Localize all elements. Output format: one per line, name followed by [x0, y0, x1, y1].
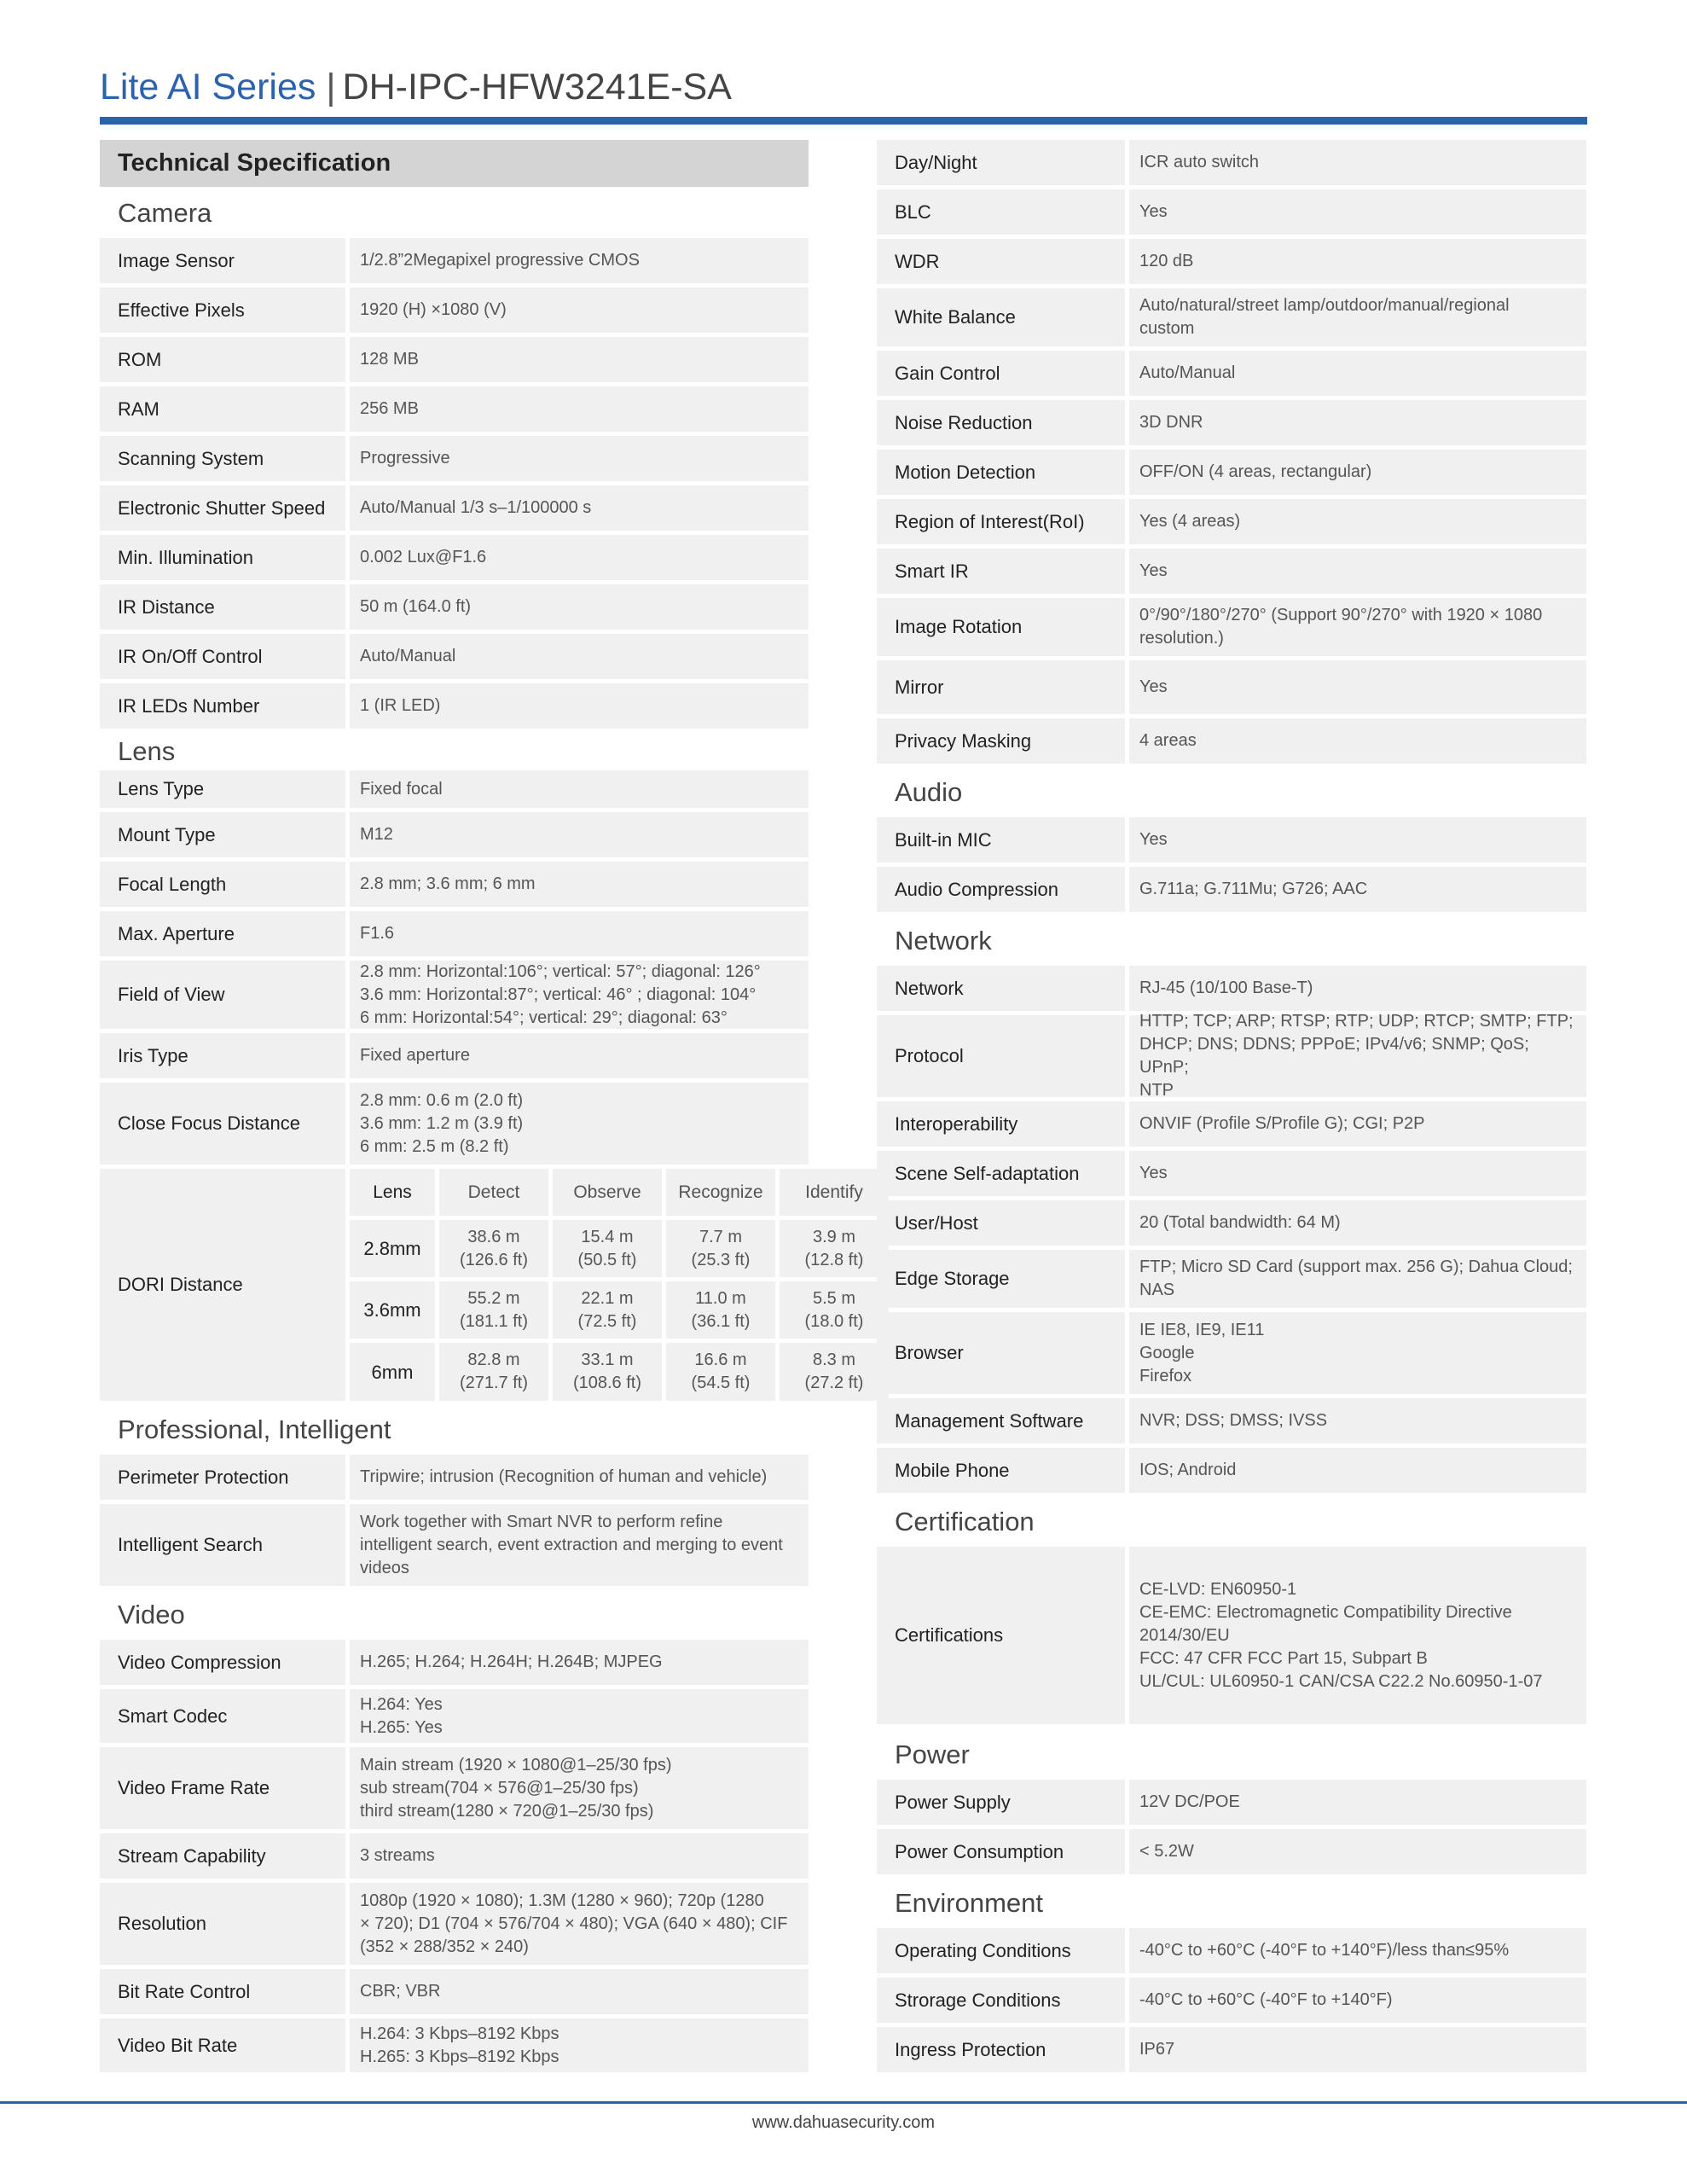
dori-distance-label: DORI Distance	[100, 1169, 345, 1401]
spec-label: Lens Type	[100, 770, 345, 808]
spec-value: Progressive	[350, 436, 809, 481]
video-spec-table	[100, 1640, 809, 2072]
spec-row	[877, 1312, 1586, 1394]
spec-label: Video Compression	[100, 1640, 345, 1685]
spec-row	[100, 1747, 809, 1829]
spec-value: Fixed focal	[350, 770, 809, 808]
dori-lens-cell: 3.6mm	[350, 1281, 435, 1339]
spec-label: Interoperability	[877, 1101, 1125, 1147]
spec-row	[877, 400, 1586, 445]
spec-value: CBR; VBR	[350, 1969, 809, 2014]
spec-row	[877, 549, 1586, 594]
spec-label: Bit Rate Control	[100, 1969, 345, 2014]
spec-value: Auto/Manual 1/3 s–1/100000 s	[350, 485, 809, 531]
dori-identify-cell: 3.9 m (12.8 ft)	[780, 1220, 889, 1277]
spec-value: 1/2.8”2Megapixel progressive CMOS	[350, 238, 809, 283]
spec-value: H.264: 3 Kbps–8192 Kbps H.265: 3 Kbps–8192 Kbps	[350, 2018, 809, 2072]
certification-spec-table	[877, 1547, 1586, 1724]
spec-value: H.264: Yes H.265: Yes	[350, 1689, 809, 1743]
spec-value: Yes (4 areas)	[1129, 499, 1586, 544]
spec-label: Video Frame Rate	[100, 1747, 345, 1829]
spec-value: Auto/Manual	[1129, 351, 1586, 396]
dori-header-identify: Identify	[780, 1169, 889, 1216]
spec-row	[100, 1033, 809, 1078]
spec-value: 120 dB	[1129, 239, 1586, 284]
spec-label: Operating Conditions	[877, 1928, 1125, 1973]
spec-row	[100, 1640, 809, 1685]
spec-value: ONVIF (Profile S/Profile G); CGI; P2P	[1129, 1101, 1586, 1147]
spec-value: RJ-45 (10/100 Base-T)	[1129, 966, 1586, 1011]
spec-label: BLC	[877, 189, 1125, 235]
camera-spec-table	[100, 238, 809, 729]
spec-row	[877, 718, 1586, 764]
dori-detect-cell: 55.2 m (181.1 ft)	[439, 1281, 548, 1339]
spec-row	[100, 485, 809, 531]
model-name: DH-IPC-HFW3241E-SA	[342, 66, 732, 107]
spec-label: Smart IR	[877, 549, 1125, 594]
spec-row	[877, 351, 1586, 396]
spec-value: 2.8 mm: 0.6 m (2.0 ft) 3.6 mm: 1.2 m (3.9 ft) 6 mm: 2.5 m (8.2 ft)	[350, 1083, 809, 1165]
spec-label: User/Host	[877, 1200, 1125, 1246]
spec-value: 0°/90°/180°/270° (Support 90°/270° with 1920 × 1080 resolution.)	[1129, 598, 1586, 656]
spec-row	[100, 1883, 809, 1965]
spec-label: Intelligent Search	[100, 1504, 345, 1586]
spec-row	[877, 140, 1586, 185]
spec-row	[877, 288, 1586, 346]
dori-recognize-cell: 11.0 m (36.1 ft)	[666, 1281, 775, 1339]
spec-row	[877, 1200, 1586, 1246]
spec-value: 3D DNR	[1129, 400, 1586, 445]
spec-row	[877, 1448, 1586, 1493]
spec-label: Power Consumption	[877, 1829, 1125, 1874]
spec-row	[877, 966, 1586, 1011]
spec-row	[877, 1250, 1586, 1308]
spec-value: Tripwire; intrusion (Recognition of human and vehicle)	[350, 1455, 809, 1500]
dori-distance-table	[100, 1169, 864, 1401]
section-heading-certification: Certification	[895, 1507, 1035, 1536]
section-heading-camera: Camera	[118, 198, 212, 228]
spec-value: F1.6	[350, 911, 809, 956]
section-heading-environment: Environment	[895, 1888, 1044, 1918]
dori-observe-cell: 22.1 m (72.5 ft)	[553, 1281, 662, 1339]
section-heading-professional: Professional, Intelligent	[118, 1414, 391, 1444]
spec-value: Yes	[1129, 189, 1586, 235]
spec-label: Mobile Phone	[877, 1448, 1125, 1493]
spec-row	[100, 1455, 809, 1500]
spec-value: 256 MB	[350, 386, 809, 432]
spec-label: Min. Illumination	[100, 535, 345, 580]
spec-label: WDR	[877, 239, 1125, 284]
spec-row	[877, 660, 1586, 714]
spec-label: Mirror	[877, 660, 1125, 714]
spec-row	[877, 1398, 1586, 1443]
dori-header-lens: Lens	[350, 1169, 435, 1216]
left-column	[100, 140, 864, 2077]
dori-observe-cell: 33.1 m (108.6 ft)	[553, 1343, 662, 1401]
professional-spec-table	[100, 1455, 809, 1586]
spec-label: IR On/Off Control	[100, 634, 345, 679]
spec-value: IP67	[1129, 2027, 1586, 2072]
spec-row	[100, 337, 809, 382]
dori-detect-cell: 38.6 m (126.6 ft)	[439, 1220, 548, 1277]
spec-value: < 5.2W	[1129, 1829, 1586, 1874]
footer-url: www.dahuasecurity.com	[751, 2113, 936, 2132]
spec-label: Effective Pixels	[100, 288, 345, 333]
spec-label: Network	[877, 966, 1125, 1011]
spec-row	[877, 2027, 1586, 2072]
spec-label: Iris Type	[100, 1033, 345, 1078]
spec-label: Scene Self-adaptation	[877, 1151, 1125, 1196]
spec-value: FTP; Micro SD Card (support max. 256 G); Dahua Cloud; NAS	[1129, 1250, 1586, 1308]
spec-label: Gain Control	[877, 351, 1125, 396]
spec-value: IOS; Android	[1129, 1448, 1586, 1493]
spec-value: 1 (IR LED)	[350, 683, 809, 729]
spec-label: Video Bit Rate	[100, 2018, 345, 2072]
section-heading-audio: Audio	[895, 777, 963, 807]
spec-value: Yes	[1129, 549, 1586, 594]
spec-row	[877, 1101, 1586, 1147]
spec-row	[877, 189, 1586, 235]
spec-row	[100, 770, 809, 808]
power-spec-table	[877, 1780, 1586, 1874]
spec-value: ICR auto switch	[1129, 140, 1586, 185]
spec-value: 4 areas	[1129, 718, 1586, 764]
spec-row	[100, 1833, 809, 1879]
spec-label: Motion Detection	[877, 450, 1125, 495]
spec-value: 0.002 Lux@F1.6	[350, 535, 809, 580]
spec-value: -40°C to +60°C (-40°F to +140°F)	[1129, 1978, 1586, 2023]
spec-row	[100, 288, 809, 333]
spec-label: IR Distance	[100, 584, 345, 630]
spec-row	[100, 1969, 809, 2014]
spec-label: Edge Storage	[877, 1250, 1125, 1308]
dori-grid	[350, 1169, 889, 1401]
spec-row	[100, 2018, 809, 2072]
spec-label: Management Software	[877, 1398, 1125, 1443]
dori-observe-cell: 15.4 m (50.5 ft)	[553, 1220, 662, 1277]
dori-header-detect: Detect	[439, 1169, 548, 1216]
spec-value: CE-LVD: EN60950-1 CE-EMC: Electromagnetic Compatibility Directive 2014/30/EU FCC: 47 CFR FCC Part 15, Subpart B UL/CUL: UL60950-1 CAN/CSA C22.2 No.60950-1-07	[1129, 1547, 1586, 1724]
spec-row	[100, 634, 809, 679]
spec-value: G.711a; G.711Mu; G726; AAC	[1129, 867, 1586, 912]
spec-label: RAM	[100, 386, 345, 432]
dori-recognize-cell: 16.6 m (54.5 ft)	[666, 1343, 775, 1401]
spec-row	[100, 683, 809, 729]
camera-cont-spec-table	[877, 140, 1586, 764]
spec-label: Privacy Masking	[877, 718, 1125, 764]
spec-label: Audio Compression	[877, 867, 1125, 912]
spec-label: Perimeter Protection	[100, 1455, 345, 1500]
spec-value: 20 (Total bandwidth: 64 M)	[1129, 1200, 1586, 1246]
spec-label: Mount Type	[100, 812, 345, 857]
spec-label: Smart Codec	[100, 1689, 345, 1743]
spec-row	[877, 1547, 1586, 1724]
spec-value: OFF/ON (4 areas, rectangular)	[1129, 450, 1586, 495]
spec-value: Auto/Manual	[350, 634, 809, 679]
spec-label: Strorage Conditions	[877, 1978, 1125, 2023]
spec-row	[877, 1012, 1586, 1100]
spec-row	[100, 1504, 809, 1586]
spec-label: Power Supply	[877, 1780, 1125, 1825]
spec-label: Close Focus Distance	[100, 1083, 345, 1165]
spec-label: Noise Reduction	[877, 400, 1125, 445]
spec-label: Electronic Shutter Speed	[100, 485, 345, 531]
spec-row	[877, 1978, 1586, 2023]
spec-label: Max. Aperture	[100, 911, 345, 956]
spec-row	[877, 867, 1586, 912]
dori-detect-cell: 82.8 m (271.7 ft)	[439, 1343, 548, 1401]
spec-value: 3 streams	[350, 1833, 809, 1879]
spec-label: Field of View	[100, 961, 345, 1029]
page-title	[100, 61, 732, 113]
spec-row	[100, 862, 809, 907]
spec-label: Image Sensor	[100, 238, 345, 283]
spec-row	[877, 598, 1586, 656]
dori-identify-cell: 5.5 m (18.0 ft)	[780, 1281, 889, 1339]
spec-row	[100, 436, 809, 481]
spec-label: Built-in MIC	[877, 817, 1125, 863]
spec-value: 1080p (1920 × 1080); 1.3M (1280 × 960); 720p (1280 × 720); D1 (704 × 576/704 × 480); VGA (640 × 480); CIF (352 × 288/352 × 240)	[350, 1883, 809, 1965]
spec-label: IR LEDs Number	[100, 683, 345, 729]
spec-value: -40°C to +60°C (-40°F to +140°F)/less than≤95%	[1129, 1928, 1586, 1973]
spec-value: Yes	[1129, 1151, 1586, 1196]
spec-value: Work together with Smart NVR to perform refine intelligent search, event extraction and merging to event videos	[350, 1504, 809, 1586]
spec-value: 50 m (164.0 ft)	[350, 584, 809, 630]
spec-row	[877, 450, 1586, 495]
right-column	[877, 140, 1586, 2077]
section-heading-network: Network	[895, 926, 992, 956]
spec-label: Browser	[877, 1312, 1125, 1394]
footer-rule	[0, 2101, 1687, 2104]
section-heading-power: Power	[895, 1740, 970, 1769]
spec-value: 1920 (H) ×1080 (V)	[350, 288, 809, 333]
header-rule	[100, 117, 1587, 125]
spec-value: Auto/natural/street lamp/outdoor/manual/regional custom	[1129, 288, 1586, 346]
dori-header-recognize: Recognize	[666, 1169, 775, 1216]
spec-row	[877, 1829, 1586, 1874]
spec-row	[100, 238, 809, 283]
spec-label: Scanning System	[100, 436, 345, 481]
spec-value: Yes	[1129, 660, 1586, 714]
spec-value: 12V DC/POE	[1129, 1780, 1586, 1825]
spec-value: NVR; DSS; DMSS; IVSS	[1129, 1398, 1586, 1443]
spec-row	[100, 961, 809, 1029]
spec-label: Protocol	[877, 1015, 1125, 1097]
spec-row	[877, 239, 1586, 284]
spec-row	[100, 911, 809, 956]
spec-row	[100, 1689, 809, 1743]
spec-row	[100, 535, 809, 580]
audio-spec-table	[877, 817, 1586, 912]
spec-row	[877, 1151, 1586, 1196]
spec-value: Fixed aperture	[350, 1033, 809, 1078]
spec-label: Region of Interest(RoI)	[877, 499, 1125, 544]
spec-value: 2.8 mm; 3.6 mm; 6 mm	[350, 862, 809, 907]
spec-label: Ingress Protection	[877, 2027, 1125, 2072]
spec-value: 2.8 mm: Horizontal:106°; vertical: 57°; diagonal: 126° 3.6 mm: Horizontal:87°; vertical: 46° ; diagonal: 104° 6 mm: Horizontal:54°; vertical: 29°; diagonal: 63°	[350, 961, 809, 1029]
series-name: Lite AI Series	[100, 66, 316, 107]
spec-label: Focal Length	[100, 862, 345, 907]
spec-label: Image Rotation	[877, 598, 1125, 656]
spec-value: HTTP; TCP; ARP; RTSP; RTP; UDP; RTCP; SMTP; FTP; DHCP; DNS; DDNS; PPPoE; IPv4/v6; SNMP; QoS; UPnP; NTP	[1129, 1015, 1586, 1097]
dori-lens-cell: 2.8mm	[350, 1220, 435, 1277]
spec-value: H.265; H.264; H.264H; H.264B; MJPEG	[350, 1640, 809, 1685]
dori-recognize-cell: 7.7 m (25.3 ft)	[666, 1220, 775, 1277]
dori-lens-cell: 6mm	[350, 1343, 435, 1401]
spec-value: Yes	[1129, 817, 1586, 863]
dori-identify-cell: 8.3 m (27.2 ft)	[780, 1343, 889, 1401]
spec-row	[100, 584, 809, 630]
section-heading-video: Video	[118, 1600, 185, 1629]
tech-spec-heading: Technical Specification	[100, 140, 809, 187]
spec-label: Resolution	[100, 1883, 345, 1965]
spec-row	[100, 1083, 809, 1165]
spec-row	[877, 1780, 1586, 1825]
network-spec-table	[877, 966, 1586, 1493]
spec-label: Stream Capability	[100, 1833, 345, 1879]
spec-value: 128 MB	[350, 337, 809, 382]
spec-row	[100, 386, 809, 432]
lens-spec-table	[100, 770, 809, 1165]
dori-header-observe: Observe	[553, 1169, 662, 1216]
spec-row	[100, 812, 809, 857]
spec-value: IE IE8, IE9, IE11 Google Firefox	[1129, 1312, 1586, 1394]
spec-value: Main stream (1920 × 1080@1–25/30 fps) sub stream(704 × 576@1–25/30 fps) third stream(1280 × 720@1–25/30 fps)	[350, 1747, 809, 1829]
spec-row	[877, 817, 1586, 863]
spec-label: White Balance	[877, 288, 1125, 346]
spec-label: Day/Night	[877, 140, 1125, 185]
environment-spec-table	[877, 1928, 1586, 2072]
spec-row	[877, 1928, 1586, 1973]
title-separator: |	[326, 66, 336, 107]
section-heading-lens: Lens	[118, 736, 176, 766]
spec-label: ROM	[100, 337, 345, 382]
spec-label: Certifications	[877, 1547, 1125, 1724]
spec-row	[877, 499, 1586, 544]
spec-value: M12	[350, 812, 809, 857]
